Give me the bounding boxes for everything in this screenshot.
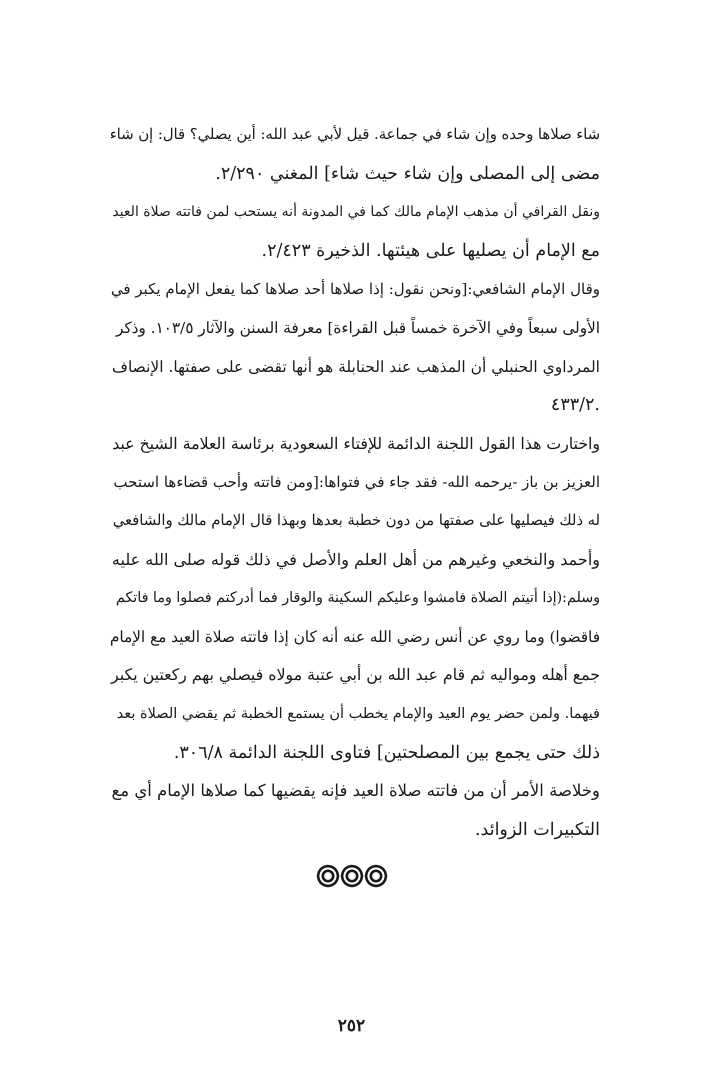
text-line: مضى إلى المصلى وإن شاء حيث شاء] المغني ٢/٢٩٠. xyxy=(215,163,600,184)
text-line: مع الإمام أن يصليها على هيئتها. الذخيرة ٢/٤٢٣. xyxy=(261,240,600,261)
text-line: واختارت هذا القول اللجنة الدائمة للإفتاء السعودية برئاسة العلامة الشيخ عبد xyxy=(112,433,600,453)
flower-ornament-icon xyxy=(316,861,388,891)
text-line: ذلك حتى يجمع بين المصلحتين] فتاوى اللجنة الدائمة ٣٠٦/٨. xyxy=(173,742,600,763)
page-number: ٢٥٢ xyxy=(337,1016,366,1036)
text-line: الأولى سبعاً وفي الآخرة خمساً قبل القراءة] معرفة السنن والآثار ١٠٣/٥. وذكر xyxy=(115,318,600,337)
text-line: وسلم:(إذا أتيتم الصلاة فامشوا وعليكم السكينة والوقار فما أدركتم فصلوا وما فاتكم xyxy=(115,590,600,607)
text-line: وقال الإمام الشافعي:[ونحن نقول: إذا صلاها أحد صلاها كما يفعل الإمام يكبر في xyxy=(110,280,600,299)
text-line: المرداوي الحنبلي أن المذهب عند الحنابلة هو أنها تقضى على صفتها. الإنصاف xyxy=(111,357,600,376)
text-line: جمع أهله ومواليه ثم قام عبد الله بن أبي عتبة مولاه فيصلي بهم ركعتين يكبر xyxy=(111,665,600,685)
text-line: وخلاصة الأمر أن من فاتته صلاة العيد فإنه يقضيها كما صلاها الإمام أي مع xyxy=(111,781,600,801)
text-line: ٤٣٣/٢. xyxy=(550,395,600,416)
section-divider-ornament xyxy=(0,858,703,894)
body-text xyxy=(110,116,600,849)
text-line: فاقضوا) وما روي عن أنس رضي الله عنه أنه كان إذا فاتته صلاة العيد مع الإمام xyxy=(109,627,600,646)
text-line: شاء صلاها وحده وإن شاء في جماعة. قيل لأبي عبد الله: أين يصلي؟ قال: إن شاء xyxy=(109,126,600,143)
text-line: التكبيرات الزوائد. xyxy=(474,819,600,840)
text-line: فيهما. ولمن حضر يوم العيد والإمام يخطب أن يستمع الخطبة ثم يقضي الصلاة بعد xyxy=(116,705,600,722)
text-line: وأحمد والنخعي وغيرهم من أهل العلم والأصل في ذلك قوله صلى الله عليه xyxy=(111,549,600,569)
text-line: ونقل القرافي أن مذهب الإمام مالك كما في المدونة أنه يستحب لمن فاتته صلاة العيد xyxy=(112,204,600,221)
text-line: له ذلك فيصليها على صفتها من دون خطبة بعدها وبهذا قال الإمام مالك والشافعي xyxy=(112,511,600,529)
text-line: العزيز بن باز -يرحمه الله- فقد جاء في فتواها:[ومن فاتته وأحب قضاءها استحب xyxy=(113,473,600,492)
